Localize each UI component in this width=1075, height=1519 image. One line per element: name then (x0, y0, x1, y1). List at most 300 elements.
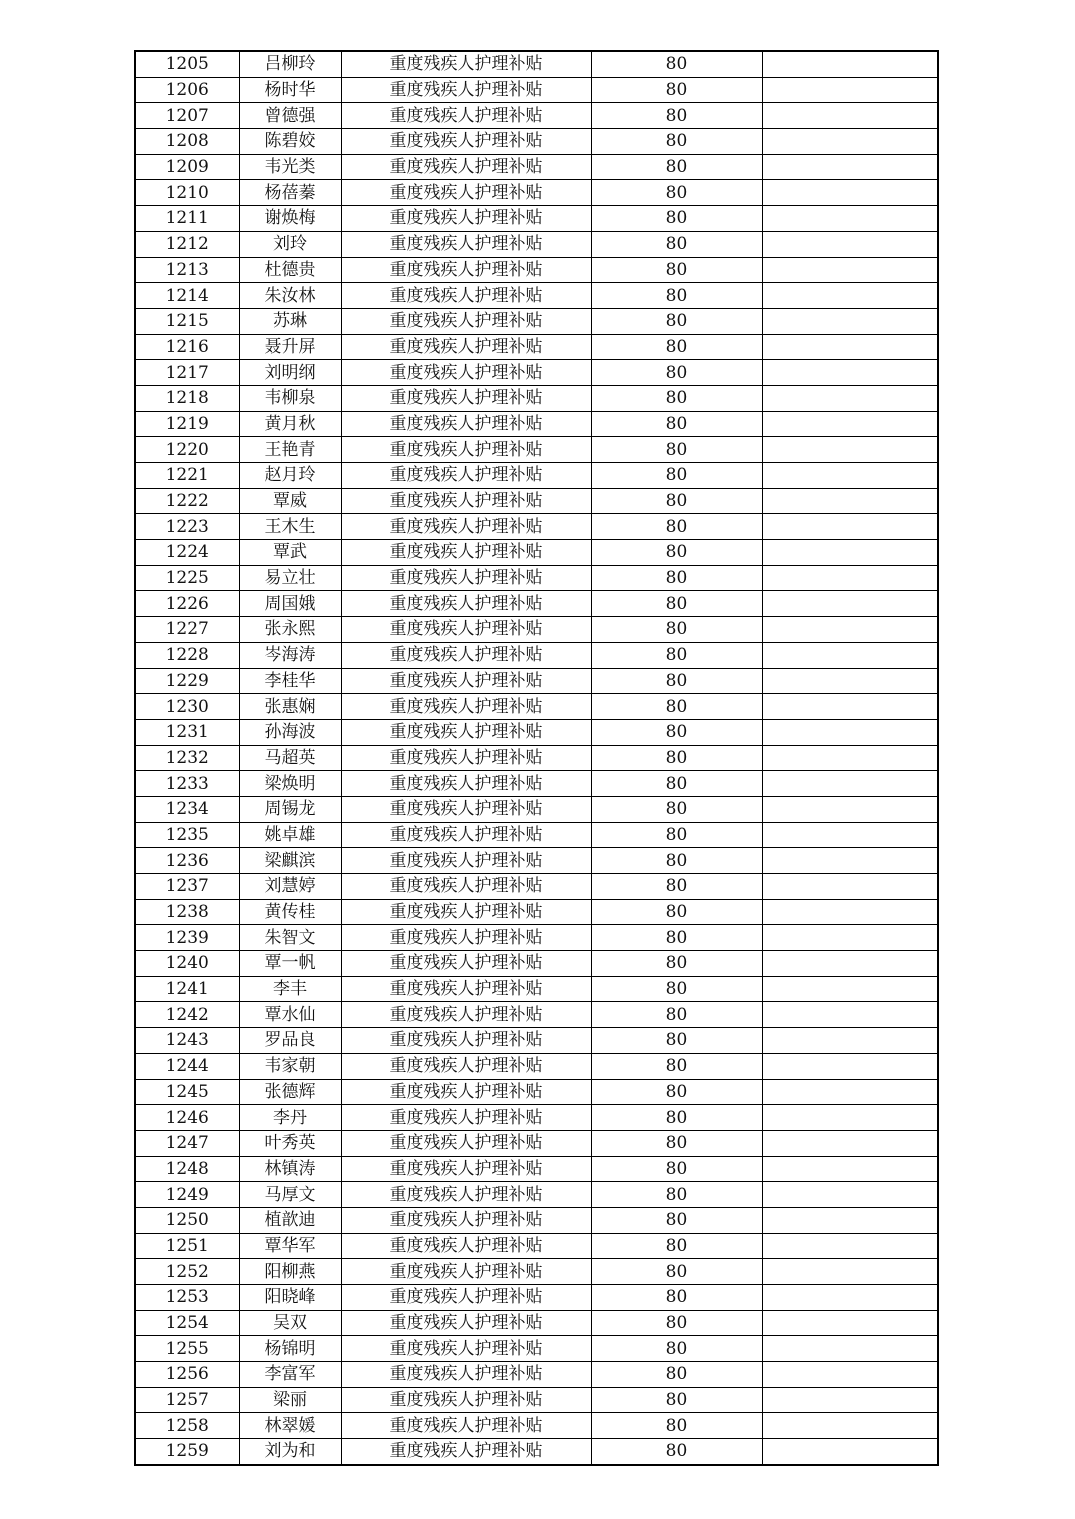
subsidy-type-cell: 重度残疾人护理补贴 (341, 206, 591, 232)
name-cell: 阳柳燕 (239, 1259, 341, 1285)
remark-cell (762, 385, 938, 411)
table-row (135, 771, 938, 797)
name-cell: 韦柳泉 (239, 385, 341, 411)
remark-cell (762, 231, 938, 257)
remark-cell (762, 694, 938, 720)
remark-cell (762, 206, 938, 232)
row-number-cell: 1236 (135, 848, 239, 874)
row-number-cell: 1211 (135, 206, 239, 232)
table-row (135, 360, 938, 386)
remark-cell (762, 874, 938, 900)
table-row (135, 411, 938, 437)
name-cell: 马厚文 (239, 1182, 341, 1208)
subsidy-type-cell: 重度残疾人护理补贴 (341, 129, 591, 155)
table-row (135, 1336, 938, 1362)
remark-cell (762, 154, 938, 180)
name-cell: 王艳青 (239, 437, 341, 463)
remark-cell (762, 103, 938, 129)
amount-cell: 80 (591, 103, 762, 129)
table-row (135, 180, 938, 206)
subsidy-type-cell: 重度残疾人护理补贴 (341, 154, 591, 180)
subsidy-type-cell: 重度残疾人护理补贴 (341, 822, 591, 848)
subsidy-type-cell: 重度残疾人护理补贴 (341, 283, 591, 309)
table-row (135, 617, 938, 643)
name-cell: 吕柳玲 (239, 51, 341, 77)
amount-cell: 80 (591, 1207, 762, 1233)
table-row (135, 899, 938, 925)
name-cell: 罗品良 (239, 1028, 341, 1054)
amount-cell: 80 (591, 1362, 762, 1388)
table-row (135, 874, 938, 900)
remark-cell (762, 951, 938, 977)
table-row (135, 1207, 938, 1233)
name-cell: 李丹 (239, 1105, 341, 1131)
row-number-cell: 1238 (135, 899, 239, 925)
amount-cell: 80 (591, 642, 762, 668)
name-cell: 苏琳 (239, 308, 341, 334)
row-number-cell: 1251 (135, 1233, 239, 1259)
name-cell: 曾德强 (239, 103, 341, 129)
table-row (135, 154, 938, 180)
remark-cell (762, 899, 938, 925)
subsidy-type-cell: 重度残疾人护理补贴 (341, 463, 591, 489)
name-cell: 梁焕明 (239, 771, 341, 797)
table-row (135, 822, 938, 848)
name-cell: 李富军 (239, 1362, 341, 1388)
name-cell: 覃一帆 (239, 951, 341, 977)
remark-cell (762, 540, 938, 566)
amount-cell: 80 (591, 437, 762, 463)
subsidy-type-cell: 重度残疾人护理补贴 (341, 51, 591, 77)
subsidy-type-cell: 重度残疾人护理补贴 (341, 360, 591, 386)
table-row (135, 231, 938, 257)
subsidy-type-cell: 重度残疾人护理补贴 (341, 951, 591, 977)
name-cell: 聂升屏 (239, 334, 341, 360)
amount-cell: 80 (591, 1310, 762, 1336)
amount-cell: 80 (591, 591, 762, 617)
subsidy-type-cell: 重度残疾人护理补贴 (341, 231, 591, 257)
amount-cell: 80 (591, 899, 762, 925)
remark-cell (762, 1413, 938, 1439)
table-row (135, 1079, 938, 1105)
table-body (135, 51, 938, 1465)
remark-cell (762, 51, 938, 77)
amount-cell: 80 (591, 1130, 762, 1156)
row-number-cell: 1247 (135, 1130, 239, 1156)
amount-cell: 80 (591, 745, 762, 771)
subsidy-type-cell: 重度残疾人护理补贴 (341, 1285, 591, 1311)
row-number-cell: 1217 (135, 360, 239, 386)
table-row (135, 1053, 938, 1079)
remark-cell (762, 360, 938, 386)
remark-cell (762, 745, 938, 771)
row-number-cell: 1241 (135, 976, 239, 1002)
remark-cell (762, 437, 938, 463)
table-row (135, 308, 938, 334)
name-cell: 覃威 (239, 488, 341, 514)
name-cell: 姚卓雄 (239, 822, 341, 848)
name-cell: 梁丽 (239, 1387, 341, 1413)
subsidy-type-cell: 重度残疾人护理补贴 (341, 1413, 591, 1439)
name-cell: 刘明纲 (239, 360, 341, 386)
table-row (135, 668, 938, 694)
name-cell: 黄月秋 (239, 411, 341, 437)
table-row (135, 591, 938, 617)
amount-cell: 80 (591, 1413, 762, 1439)
remark-cell (762, 848, 938, 874)
subsidy-type-cell: 重度残疾人护理补贴 (341, 591, 591, 617)
row-number-cell: 1206 (135, 77, 239, 103)
subsidy-type-cell: 重度残疾人护理补贴 (341, 488, 591, 514)
table-row (135, 925, 938, 951)
amount-cell: 80 (591, 848, 762, 874)
name-cell: 覃武 (239, 540, 341, 566)
remark-cell (762, 668, 938, 694)
row-number-cell: 1226 (135, 591, 239, 617)
row-number-cell: 1255 (135, 1336, 239, 1362)
amount-cell: 80 (591, 668, 762, 694)
row-number-cell: 1252 (135, 1259, 239, 1285)
row-number-cell: 1259 (135, 1439, 239, 1465)
amount-cell: 80 (591, 617, 762, 643)
amount-cell: 80 (591, 1079, 762, 1105)
table-row (135, 719, 938, 745)
table-row (135, 540, 938, 566)
name-cell: 赵月玲 (239, 463, 341, 489)
subsidy-type-cell: 重度残疾人护理补贴 (341, 668, 591, 694)
amount-cell: 80 (591, 822, 762, 848)
table-row (135, 1002, 938, 1028)
remark-cell (762, 1028, 938, 1054)
name-cell: 岑海涛 (239, 642, 341, 668)
amount-cell: 80 (591, 154, 762, 180)
name-cell: 李桂华 (239, 668, 341, 694)
row-number-cell: 1242 (135, 1002, 239, 1028)
name-cell: 林镇涛 (239, 1156, 341, 1182)
subsidy-table (134, 50, 939, 1466)
row-number-cell: 1220 (135, 437, 239, 463)
row-number-cell: 1209 (135, 154, 239, 180)
table-row (135, 77, 938, 103)
name-cell: 刘慧婷 (239, 874, 341, 900)
remark-cell (762, 411, 938, 437)
name-cell: 谢焕梅 (239, 206, 341, 232)
name-cell: 刘玲 (239, 231, 341, 257)
subsidy-type-cell: 重度残疾人护理补贴 (341, 617, 591, 643)
subsidy-type-cell: 重度残疾人护理补贴 (341, 899, 591, 925)
name-cell: 王木生 (239, 514, 341, 540)
remark-cell (762, 1105, 938, 1131)
row-number-cell: 1245 (135, 1079, 239, 1105)
subsidy-type-cell: 重度残疾人护理补贴 (341, 257, 591, 283)
table-row (135, 283, 938, 309)
table-row (135, 976, 938, 1002)
remark-cell (762, 257, 938, 283)
table-row (135, 796, 938, 822)
table-row (135, 848, 938, 874)
subsidy-type-cell: 重度残疾人护理补贴 (341, 565, 591, 591)
subsidy-type-cell: 重度残疾人护理补贴 (341, 694, 591, 720)
remark-cell (762, 822, 938, 848)
remark-cell (762, 1053, 938, 1079)
row-number-cell: 1240 (135, 951, 239, 977)
table-row (135, 488, 938, 514)
row-number-cell: 1212 (135, 231, 239, 257)
subsidy-type-cell: 重度残疾人护理补贴 (341, 77, 591, 103)
subsidy-type-cell: 重度残疾人护理补贴 (341, 796, 591, 822)
row-number-cell: 1233 (135, 771, 239, 797)
amount-cell: 80 (591, 1053, 762, 1079)
amount-cell: 80 (591, 1336, 762, 1362)
subsidy-type-cell: 重度残疾人护理补贴 (341, 642, 591, 668)
table-row (135, 334, 938, 360)
table-row (135, 1362, 938, 1388)
amount-cell: 80 (591, 488, 762, 514)
amount-cell: 80 (591, 334, 762, 360)
name-cell: 覃华军 (239, 1233, 341, 1259)
amount-cell: 80 (591, 694, 762, 720)
row-number-cell: 1228 (135, 642, 239, 668)
table-row (135, 1387, 938, 1413)
subsidy-type-cell: 重度残疾人护理补贴 (341, 1362, 591, 1388)
amount-cell: 80 (591, 514, 762, 540)
amount-cell: 80 (591, 385, 762, 411)
remark-cell (762, 77, 938, 103)
remark-cell (762, 1233, 938, 1259)
amount-cell: 80 (591, 925, 762, 951)
amount-cell: 80 (591, 360, 762, 386)
row-number-cell: 1248 (135, 1156, 239, 1182)
table-row (135, 129, 938, 155)
row-number-cell: 1239 (135, 925, 239, 951)
amount-cell: 80 (591, 1259, 762, 1285)
table-row (135, 642, 938, 668)
row-number-cell: 1235 (135, 822, 239, 848)
row-number-cell: 1250 (135, 1207, 239, 1233)
remark-cell (762, 129, 938, 155)
name-cell: 吴双 (239, 1310, 341, 1336)
remark-cell (762, 334, 938, 360)
table-row (135, 1233, 938, 1259)
subsidy-type-cell: 重度残疾人护理补贴 (341, 1130, 591, 1156)
row-number-cell: 1208 (135, 129, 239, 155)
remark-cell (762, 617, 938, 643)
remark-cell (762, 1285, 938, 1311)
row-number-cell: 1222 (135, 488, 239, 514)
row-number-cell: 1213 (135, 257, 239, 283)
table-row (135, 51, 938, 77)
name-cell: 张惠娴 (239, 694, 341, 720)
table-row (135, 694, 938, 720)
row-number-cell: 1229 (135, 668, 239, 694)
name-cell: 张德辉 (239, 1079, 341, 1105)
remark-cell (762, 463, 938, 489)
table-row (135, 1156, 938, 1182)
row-number-cell: 1215 (135, 308, 239, 334)
subsidy-type-cell: 重度残疾人护理补贴 (341, 1207, 591, 1233)
name-cell: 孙海波 (239, 719, 341, 745)
name-cell: 梁麒滨 (239, 848, 341, 874)
amount-cell: 80 (591, 231, 762, 257)
subsidy-type-cell: 重度残疾人护理补贴 (341, 1310, 591, 1336)
amount-cell: 80 (591, 51, 762, 77)
row-number-cell: 1230 (135, 694, 239, 720)
amount-cell: 80 (591, 796, 762, 822)
name-cell: 张永熙 (239, 617, 341, 643)
name-cell: 易立壮 (239, 565, 341, 591)
remark-cell (762, 1002, 938, 1028)
remark-cell (762, 796, 938, 822)
subsidy-type-cell: 重度残疾人护理补贴 (341, 1233, 591, 1259)
row-number-cell: 1253 (135, 1285, 239, 1311)
remark-cell (762, 1079, 938, 1105)
name-cell: 韦家朝 (239, 1053, 341, 1079)
row-number-cell: 1224 (135, 540, 239, 566)
row-number-cell: 1258 (135, 1413, 239, 1439)
row-number-cell: 1207 (135, 103, 239, 129)
amount-cell: 80 (591, 129, 762, 155)
remark-cell (762, 514, 938, 540)
name-cell: 杨锦明 (239, 1336, 341, 1362)
subsidy-type-cell: 重度残疾人护理补贴 (341, 771, 591, 797)
row-number-cell: 1243 (135, 1028, 239, 1054)
remark-cell (762, 488, 938, 514)
table-row (135, 1259, 938, 1285)
remark-cell (762, 719, 938, 745)
amount-cell: 80 (591, 1387, 762, 1413)
row-number-cell: 1223 (135, 514, 239, 540)
row-number-cell: 1214 (135, 283, 239, 309)
table-row (135, 206, 938, 232)
table-row (135, 1130, 938, 1156)
amount-cell: 80 (591, 206, 762, 232)
row-number-cell: 1205 (135, 51, 239, 77)
subsidy-type-cell: 重度残疾人护理补贴 (341, 1053, 591, 1079)
remark-cell (762, 1310, 938, 1336)
name-cell: 朱汝林 (239, 283, 341, 309)
row-number-cell: 1234 (135, 796, 239, 822)
amount-cell: 80 (591, 257, 762, 283)
name-cell: 叶秀英 (239, 1130, 341, 1156)
row-number-cell: 1246 (135, 1105, 239, 1131)
row-number-cell: 1216 (135, 334, 239, 360)
subsidy-type-cell: 重度残疾人护理补贴 (341, 334, 591, 360)
subsidy-type-cell: 重度残疾人护理补贴 (341, 385, 591, 411)
row-number-cell: 1232 (135, 745, 239, 771)
name-cell: 周锡龙 (239, 796, 341, 822)
table-row (135, 514, 938, 540)
name-cell: 刘为和 (239, 1439, 341, 1465)
name-cell: 朱智文 (239, 925, 341, 951)
table-row (135, 1413, 938, 1439)
subsidy-type-cell: 重度残疾人护理补贴 (341, 1028, 591, 1054)
subsidy-type-cell: 重度残疾人护理补贴 (341, 848, 591, 874)
remark-cell (762, 308, 938, 334)
name-cell: 杨蓓蓁 (239, 180, 341, 206)
subsidy-type-cell: 重度残疾人护理补贴 (341, 103, 591, 129)
amount-cell: 80 (591, 1028, 762, 1054)
subsidy-type-cell: 重度残疾人护理补贴 (341, 1387, 591, 1413)
name-cell: 阳晓峰 (239, 1285, 341, 1311)
subsidy-type-cell: 重度残疾人护理补贴 (341, 1079, 591, 1105)
amount-cell: 80 (591, 1182, 762, 1208)
amount-cell: 80 (591, 180, 762, 206)
row-number-cell: 1249 (135, 1182, 239, 1208)
table-row (135, 1182, 938, 1208)
table-row (135, 1285, 938, 1311)
subsidy-type-cell: 重度残疾人护理补贴 (341, 1156, 591, 1182)
row-number-cell: 1218 (135, 385, 239, 411)
subsidy-type-cell: 重度残疾人护理补贴 (341, 976, 591, 1002)
amount-cell: 80 (591, 976, 762, 1002)
remark-cell (762, 976, 938, 1002)
amount-cell: 80 (591, 951, 762, 977)
table-row (135, 463, 938, 489)
subsidy-type-cell: 重度残疾人护理补贴 (341, 1336, 591, 1362)
subsidy-type-cell: 重度残疾人护理补贴 (341, 1439, 591, 1465)
row-number-cell: 1257 (135, 1387, 239, 1413)
name-cell: 马超英 (239, 745, 341, 771)
remark-cell (762, 283, 938, 309)
name-cell: 杜德贵 (239, 257, 341, 283)
subsidy-type-cell: 重度残疾人护理补贴 (341, 719, 591, 745)
remark-cell (762, 180, 938, 206)
amount-cell: 80 (591, 565, 762, 591)
name-cell: 覃水仙 (239, 1002, 341, 1028)
name-cell: 周国娥 (239, 591, 341, 617)
subsidy-type-cell: 重度残疾人护理补贴 (341, 745, 591, 771)
amount-cell: 80 (591, 77, 762, 103)
subsidy-type-cell: 重度残疾人护理补贴 (341, 1105, 591, 1131)
amount-cell: 80 (591, 1156, 762, 1182)
amount-cell: 80 (591, 411, 762, 437)
row-number-cell: 1237 (135, 874, 239, 900)
amount-cell: 80 (591, 1105, 762, 1131)
remark-cell (762, 1259, 938, 1285)
amount-cell: 80 (591, 308, 762, 334)
table-row (135, 745, 938, 771)
remark-cell (762, 925, 938, 951)
subsidy-type-cell: 重度残疾人护理补贴 (341, 514, 591, 540)
row-number-cell: 1231 (135, 719, 239, 745)
remark-cell (762, 1156, 938, 1182)
remark-cell (762, 1182, 938, 1208)
remark-cell (762, 1387, 938, 1413)
subsidy-type-cell: 重度残疾人护理补贴 (341, 308, 591, 334)
subsidy-type-cell: 重度残疾人护理补贴 (341, 437, 591, 463)
amount-cell: 80 (591, 771, 762, 797)
row-number-cell: 1219 (135, 411, 239, 437)
table-row (135, 1028, 938, 1054)
remark-cell (762, 1207, 938, 1233)
row-number-cell: 1254 (135, 1310, 239, 1336)
table-row (135, 385, 938, 411)
table-row (135, 257, 938, 283)
amount-cell: 80 (591, 463, 762, 489)
name-cell: 杨时华 (239, 77, 341, 103)
subsidy-type-cell: 重度残疾人护理补贴 (341, 540, 591, 566)
row-number-cell: 1210 (135, 180, 239, 206)
amount-cell: 80 (591, 1439, 762, 1465)
row-number-cell: 1256 (135, 1362, 239, 1388)
remark-cell (762, 565, 938, 591)
amount-cell: 80 (591, 1002, 762, 1028)
remark-cell (762, 1336, 938, 1362)
name-cell: 陈碧姣 (239, 129, 341, 155)
amount-cell: 80 (591, 719, 762, 745)
subsidy-type-cell: 重度残疾人护理补贴 (341, 1259, 591, 1285)
table-row (135, 1439, 938, 1465)
